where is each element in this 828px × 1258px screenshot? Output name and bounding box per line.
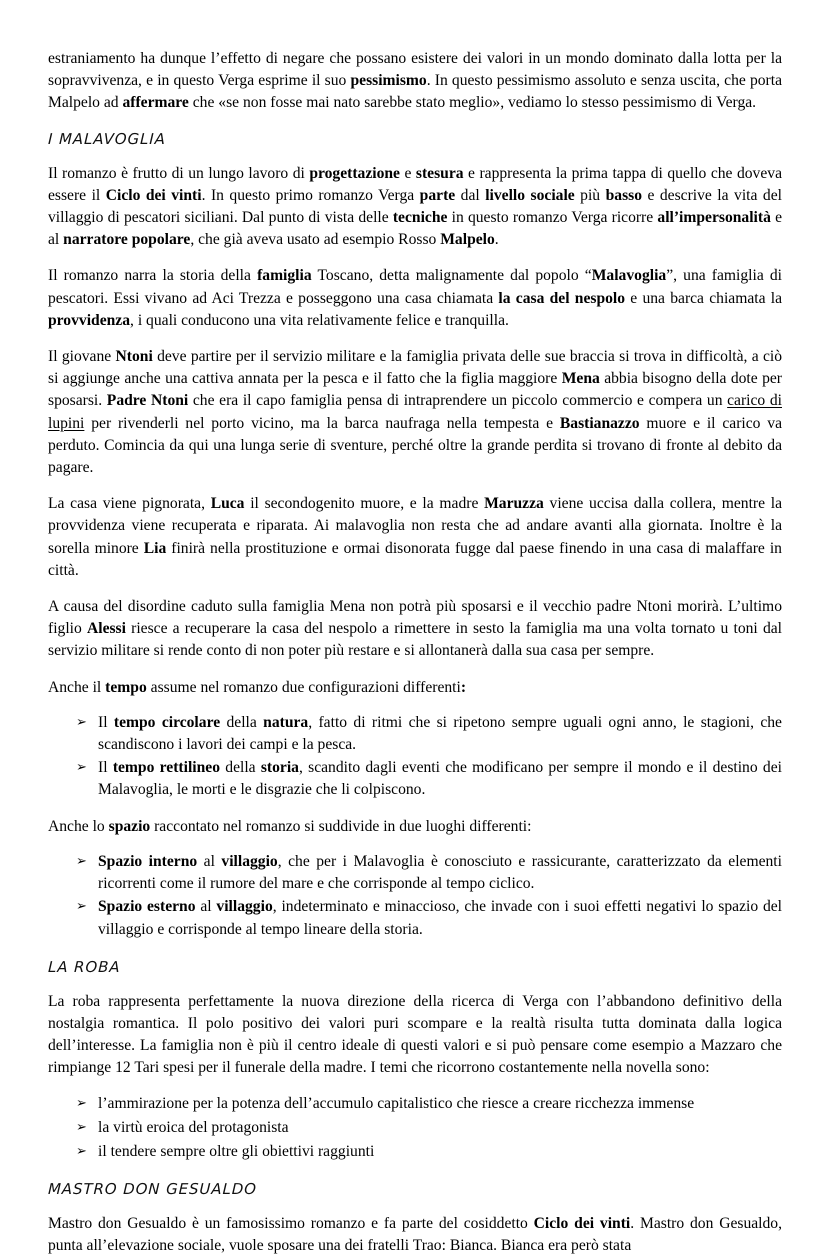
list-item — [48, 896, 782, 940]
paragraph-spazio-intro — [48, 816, 782, 838]
text-run: . In questo pessimismo assoluto e senza uscita, che porta Malpelo ad — [48, 72, 782, 112]
text-run: . In questo primo romanzo Verga — [201, 186, 420, 204]
heading-mastro-don-gesualdo: MASTRO DON GESUALDO — [47, 1180, 258, 1199]
bold-run: natura — [263, 713, 309, 731]
text-run: deve partire per il servizio militare e la famiglia privata delle sue braccia si trova in difficoltà, a ciò si aggiunge anche una cattiva annata per la pesca e il fatto che la figlia maggiore — [48, 348, 783, 388]
list-item — [48, 851, 782, 895]
text-run: raccontato nel romanzo si suddivide in due luoghi differenti: — [150, 817, 532, 835]
bold-run: Alessi — [86, 620, 126, 638]
text-run: estraniamento ha dunque l’effetto di negare che possano esistere dei valori in un mondo dominato dalla lotta per la sopravvivenza, e in questo Verga esprime il suo — [48, 50, 782, 90]
text-run: e rappresenta la prima tappa di quello che doveva essere il — [48, 164, 782, 204]
bold-run: la casa del nespolo — [498, 289, 626, 307]
arrow-bullet-icon: ➢ — [76, 1119, 87, 1135]
bold-run: Malavoglia — [591, 267, 667, 285]
bold-run: Spazio esterno — [98, 898, 196, 916]
text-run: dal — [455, 186, 486, 204]
text-run: Il giovane — [48, 348, 116, 366]
text-run: Il romanzo narra la storia della — [48, 267, 258, 285]
bold-run: storia — [260, 759, 299, 777]
text-run: della — [220, 713, 264, 731]
list-item-text — [98, 896, 782, 940]
paragraph-tempo-intro — [48, 677, 782, 699]
bold-run: Maruzza — [484, 495, 544, 513]
list-item — [48, 1093, 782, 1115]
bold-run: famiglia — [257, 267, 312, 285]
bold-run: villaggio — [221, 852, 278, 870]
bold-run: Malpelo — [440, 231, 495, 249]
bold-run: basso — [605, 186, 642, 204]
bold-run: Padre Ntoni — [106, 392, 189, 410]
list-item — [48, 712, 782, 756]
list-item — [48, 1117, 782, 1139]
list-item-text: la virtù eroica del protagonista — [98, 1118, 289, 1136]
text-run: , scandito dagli eventi che modificano per sempre il mondo e il destino dei Malavoglia, le morti e le disgrazie che li colpiscono. — [98, 759, 782, 799]
list-item-text — [98, 757, 782, 801]
text-run: Anche lo — [48, 817, 109, 835]
paragraph-gesualdo-1 — [48, 1213, 782, 1257]
text-run: La casa viene pignorata, — [48, 495, 211, 513]
list-spazio — [48, 851, 782, 941]
bold-run: all’impersonalità — [657, 209, 771, 227]
bold-run: tempo circolare — [113, 713, 221, 731]
bold-run: Luca — [210, 495, 245, 513]
text-run: , i quali conducono una vita relativamente felice e tranquilla. — [130, 311, 509, 329]
text-run: riesce a recuperare la casa del nespolo a rimettere in sesto la famiglia ma una volta tornato u toni dal servizio militare si rende conto di non poter più restare e si allontanerà dalla sua casa per sempre. — [48, 620, 782, 660]
text-run: al — [197, 852, 222, 870]
text-run: ”, una famiglia di pescatori. Essi vivano ad Aci Trezza e posseggono una casa chiamata — [48, 267, 783, 307]
text-run: viene uccisa dalla collera, mentre la provvidenza viene recuperata e riparata. Ai malavoglia non resta che ad andare avanti alla giornata. Inoltre è la sorella minore — [48, 495, 782, 557]
arrow-bullet-icon: ➢ — [76, 1095, 87, 1111]
arrow-bullet-icon: ➢ — [76, 760, 87, 776]
arrow-bullet-icon: ➢ — [76, 899, 87, 915]
list-item — [48, 757, 782, 801]
bold-run: Bastianazzo — [559, 414, 640, 432]
text-run: e descrive la vita del villaggio di pescatori siciliani. Dal punto di vista delle — [48, 186, 782, 227]
text-run: Mastro don Gesualdo è un famosissimo romanzo e fa parte del cosiddetto — [48, 1215, 534, 1233]
arrow-bullet-icon: ➢ — [76, 714, 87, 730]
bold-run: Ciclo dei vinti — [533, 1215, 631, 1233]
bold-run: provvidenza — [48, 311, 131, 329]
arrow-bullet-icon: ➢ — [76, 853, 87, 869]
text-run: che era il capo famiglia pensa di intraprendere un piccolo commercio e compera un — [188, 392, 728, 410]
bold-run: Ntoni — [115, 348, 153, 366]
text-run: A causa del disordine caduto sulla famiglia Mena non potrà più sposarsi e il vecchio padre Ntoni morirà. L’ultimo figlio — [48, 598, 782, 638]
bold-run: villaggio — [216, 898, 273, 916]
text-run: , che già aveva usato ad esempio Rosso — [190, 231, 441, 249]
text-run: che «se non fosse mai nato sarebbe stato meglio», vediamo lo stesso pessimismo di Verga. — [188, 94, 757, 112]
text-run: , che per i Malavoglia è conosciuto e rassicurante, caratterizzato da elementi ricorrenti come il rumore del mare e che corrisponde al tempo ciclico. — [98, 852, 782, 893]
paragraph-malavoglia-4 — [48, 493, 782, 582]
text-run: per rivenderli nel porto vicino, ma la barca naufraga nella tempesta e — [84, 414, 560, 432]
list-item-text — [98, 851, 782, 895]
text-run: assume nel romanzo due configurazioni differenti — [146, 678, 461, 696]
heading-i-malavoglia: I MALAVOGLIA — [47, 129, 167, 148]
bold-run: Spazio interno — [98, 852, 198, 870]
paragraph-malavoglia-3 — [48, 346, 782, 479]
paragraph-malavoglia-1 — [48, 163, 782, 252]
paragraph-roba-1: La roba rappresenta perfettamente la nuova direzione della ricerca di Verga con l’abbandono definitivo della nostalgia romantica. Il polo positivo dei valori puri scompare e la realtà risulta tutta dominata dalla logica dell’interesse. La famiglia non è più il centro ideale di questi valori e si può pensare come esempio a Mazzaro che rimpiange 12 Tari spesi per il funerale della madre. I temi che ricorrono costantemente nella novella sono: — [48, 992, 782, 1077]
text-run: della — [220, 759, 261, 777]
paragraph-intro — [48, 48, 782, 115]
bold-run: tecniche — [392, 209, 448, 227]
paragraph-malavoglia-2 — [48, 265, 782, 332]
text-run: in questo romanzo Verga ricorre — [447, 209, 658, 227]
text-run: il secondogenito muore, e la madre — [244, 495, 485, 513]
bold-run: narratore popolare — [63, 231, 191, 249]
bold-run: parte — [419, 186, 456, 204]
text-run: più — [574, 186, 606, 204]
text-run: , fatto di ritmi che si ripetono sempre uguali ogni anno, le stagioni, che scandiscono i lavori dei campi e la pesca. — [98, 713, 782, 754]
bold-run: pessimismo — [350, 72, 427, 90]
text-run: e al — [48, 209, 782, 249]
bold-run: spazio — [108, 817, 151, 835]
text-run: finirà nella prostituzione e ormai disonorata fugge dal paese finendo in una casa di malaffare in città. — [48, 539, 782, 579]
bold-run: Ciclo dei vinti — [105, 186, 202, 204]
text-run: . Mastro don Gesualdo, punta all’elevazione sociale, vuole sposare una dei fratelli Trao: Bianca. Bianca era però stata — [48, 1215, 782, 1255]
text-run: . — [494, 231, 499, 249]
document-body — [48, 48, 782, 1258]
text-run: Il romanzo è frutto di un lungo lavoro di — [48, 164, 310, 182]
bold-run: tempo rettilineo — [112, 759, 220, 777]
text-run: abbia bisogno della dote per sposarsi. — [48, 370, 782, 410]
bold-run: : — [460, 678, 467, 696]
list-item — [48, 1141, 782, 1163]
list-item-text: l’ammirazione per la potenza dell’accumulo capitalistico che riesce a creare ricchezza immense — [98, 1094, 695, 1112]
text-run: e — [399, 164, 416, 182]
paragraph-malavoglia-5 — [48, 596, 782, 663]
text-run: muore e il carico va perduto. Comincia da qui una lunga serie di sventure, perché oltre la grande perdita si trovano di fronte al debito da pagare. — [48, 414, 782, 477]
underlined-run: carico di lupini — [48, 392, 782, 432]
text-run: Anche il — [48, 678, 106, 696]
bold-run: livello sociale — [485, 186, 575, 204]
text-run: al — [195, 898, 217, 916]
list-item-text: il tendere sempre oltre gli obiettivi raggiunti — [98, 1142, 375, 1160]
list-item-text — [98, 712, 782, 756]
arrow-bullet-icon: ➢ — [76, 1143, 87, 1159]
bold-run: tempo — [105, 678, 147, 696]
text-run: Il — [98, 759, 113, 777]
bold-run: affermare — [122, 94, 189, 112]
text-run: Toscano, detta malignamente dal popolo “ — [311, 267, 592, 285]
bold-run: stesura — [415, 164, 464, 182]
text-run: Il — [98, 713, 114, 731]
bold-run: Lia — [143, 539, 167, 557]
list-tempo — [48, 712, 782, 802]
text-run: e una barca chiamata la — [625, 289, 782, 307]
bold-run: progettazione — [309, 164, 400, 182]
list-roba-temi — [48, 1093, 782, 1164]
heading-la-roba: LA ROBA — [47, 957, 121, 976]
bold-run: Mena — [561, 370, 600, 388]
text-run: , indeterminato e minaccioso, che invade con i suoi effetti negativi lo spazio del villaggio e corrisponde al tempo lineare della storia. — [98, 898, 782, 938]
